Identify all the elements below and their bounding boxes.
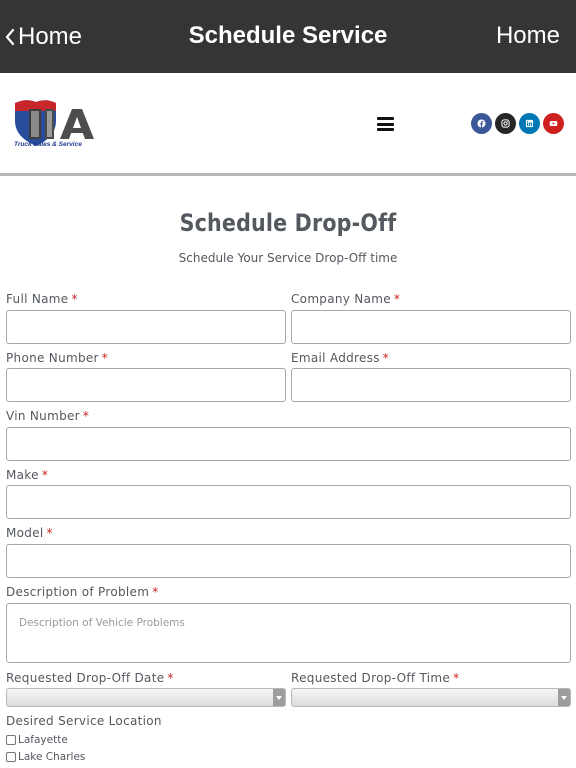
dropoff-time-select[interactable]	[291, 688, 571, 707]
back-button-label: Home	[18, 23, 83, 50]
dropoff-date-label: Requested Drop-Off Date *	[6, 671, 174, 685]
chevron-left-icon	[4, 27, 16, 47]
service-location-label: Desired Service Location	[6, 714, 162, 728]
company-name-label: Company Name *	[291, 292, 401, 306]
make-input[interactable]	[6, 485, 571, 519]
full-name-input[interactable]	[6, 310, 286, 344]
instagram-icon[interactable]	[495, 113, 516, 134]
logo-tagline: Truck Sales & Service	[14, 141, 82, 148]
dropoff-date-select[interactable]	[6, 688, 286, 707]
email-address-label: Email Address *	[291, 351, 390, 365]
form-heading: Schedule Drop-Off	[179, 209, 397, 237]
description-label: Description of Problem *	[6, 585, 159, 599]
model-label: Model *	[6, 526, 53, 540]
company-name-input[interactable]	[291, 310, 571, 344]
email-address-input[interactable]	[291, 368, 571, 402]
lafayette-label: Lafayette	[18, 734, 68, 746]
lake-charles-label: Lake Charles	[18, 751, 86, 763]
linkedin-icon[interactable]	[519, 113, 540, 134]
youtube-icon[interactable]	[543, 113, 564, 134]
form-subheading: Schedule Your Service Drop-Off time	[178, 251, 398, 265]
back-button[interactable]	[4, 22, 82, 52]
facebook-icon[interactable]	[471, 113, 492, 134]
required-marker: *	[453, 671, 460, 685]
required-marker: *	[41, 468, 49, 482]
dropoff-time-label: Requested Drop-Off Time *	[291, 671, 460, 685]
required-marker: *	[167, 671, 174, 685]
model-input[interactable]	[6, 544, 571, 578]
required-marker: *	[152, 585, 159, 599]
chevron-down-icon	[558, 689, 570, 706]
vin-number-input[interactable]	[6, 427, 571, 461]
make-label: Make *	[6, 468, 49, 482]
chevron-down-icon	[273, 689, 285, 706]
required-marker: *	[393, 292, 401, 306]
page-title: Schedule Service	[188, 22, 388, 49]
location-option-lake-charles[interactable]	[6, 751, 85, 763]
phone-number-label: Phone Number *	[6, 351, 109, 365]
social-links	[471, 113, 564, 134]
hamburger-menu-icon[interactable]	[377, 117, 394, 131]
lake-charles-checkbox[interactable]	[6, 752, 16, 762]
description-textarea[interactable]	[6, 603, 571, 663]
site-header	[0, 73, 576, 176]
description-placeholder: Description of Vehicle Problems	[19, 617, 185, 629]
lafayette-checkbox[interactable]	[6, 735, 16, 745]
top-nav-bar	[0, 0, 576, 73]
full-name-label: Full Name *	[6, 292, 78, 306]
phone-number-input[interactable]	[6, 368, 286, 402]
required-marker: *	[82, 409, 90, 423]
required-marker: *	[71, 292, 78, 306]
required-marker: *	[101, 351, 109, 365]
vin-number-label: Vin Number *	[6, 409, 90, 423]
required-marker: *	[46, 526, 53, 540]
home-button[interactable]: Home	[495, 22, 560, 49]
location-option-lafayette[interactable]	[6, 734, 68, 746]
required-marker: *	[382, 351, 390, 365]
